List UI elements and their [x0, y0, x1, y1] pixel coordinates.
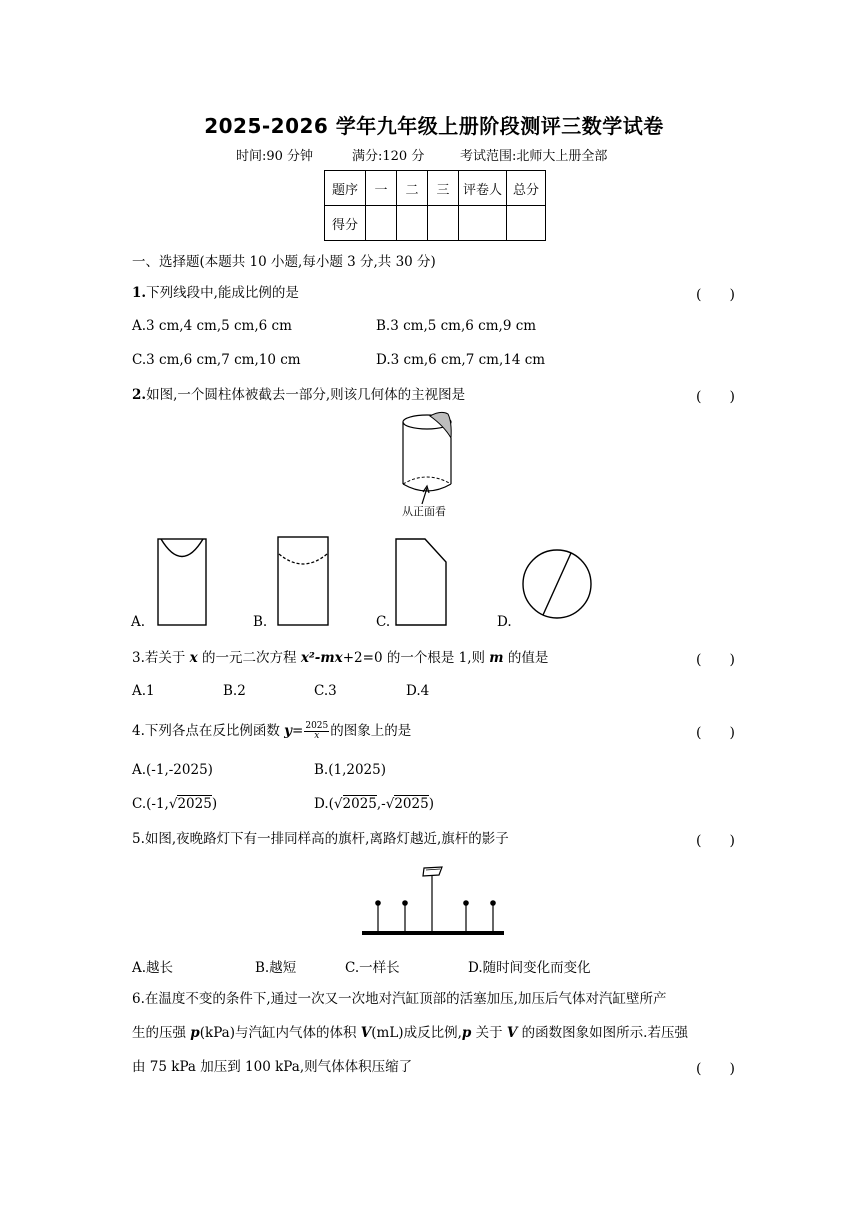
q4-option-c[interactable]	[132, 796, 217, 812]
q6-text-part: 关于	[471, 1025, 507, 1041]
question-5: 5.如图,夜晚路灯下有一排同样高的旗杆,离路灯越近,旗杆的影子	[132, 831, 509, 847]
q6-var-v: V	[360, 1025, 372, 1041]
answer-bracket: ( )	[696, 833, 735, 849]
q6-text-part: 的函数图象如图所示.若压强	[517, 1025, 688, 1041]
q1-option-b[interactable]: B.3 cm,5 cm,6 cm,9 cm	[376, 318, 537, 334]
exam-scope: 考试范围:北师大上册全部	[460, 149, 608, 164]
question-number: 2.	[132, 387, 147, 403]
sqrt-sign: √	[385, 796, 395, 812]
q2-option-b[interactable]: B.	[253, 614, 268, 630]
q1-option-c[interactable]: C.3 cm,6 cm,7 cm,10 cm	[132, 352, 301, 368]
option-text: ,-	[376, 796, 386, 812]
q4-option-b[interactable]: B.(1,2025)	[314, 762, 386, 778]
sqrt-sign: √	[168, 796, 178, 812]
radicand: 2025	[177, 796, 212, 812]
answer-bracket: ( )	[696, 1061, 735, 1077]
score-header-cell: 二	[397, 171, 428, 206]
question-6-line-1: 6.在温度不变的条件下,通过一次又一次地对汽缸顶部的活塞加压,加压后气体对汽缸壁所产	[132, 991, 667, 1007]
radicand: 2025	[342, 796, 377, 812]
q4-var-y: y	[284, 723, 293, 739]
q2-figure-d	[521, 548, 593, 620]
answer-bracket: ( )	[696, 652, 735, 668]
q3-text-part: 3.若关于	[132, 650, 190, 666]
q2-figure-c	[395, 538, 447, 626]
q3-text-part: +2=0 的一个根是 1,则	[342, 650, 490, 666]
q2-figure-a	[157, 538, 207, 626]
page-title: 2025-2026 学年九年级上册阶段测评三数学试卷	[204, 114, 664, 138]
q3-option-c[interactable]: C.3	[314, 683, 337, 699]
q6-text-part: (kPa)与汽缸内气体的体积	[199, 1025, 361, 1041]
score-header-cell: 总分	[507, 171, 546, 206]
q1-option-a[interactable]: A.3 cm,4 cm,5 cm,6 cm	[132, 318, 292, 334]
q6-var-p: p	[461, 1025, 472, 1041]
q3-option-d[interactable]: D.4	[406, 683, 430, 699]
q6-var-v: V	[506, 1025, 518, 1041]
q3-var-m: m	[489, 650, 504, 666]
q3-text-part: 的一元二次方程	[197, 650, 301, 666]
option-text: D.(	[314, 796, 334, 812]
q3-option-b[interactable]: B.2	[223, 683, 246, 699]
q4-text-part: 4.下列各点在反比例函数	[132, 723, 285, 739]
q2-figure-b	[277, 536, 329, 626]
streetlight-flagpoles-figure	[360, 862, 506, 938]
score-cell[interactable]	[428, 206, 459, 241]
q2-option-d[interactable]: D.	[497, 614, 512, 630]
question-3	[132, 649, 548, 667]
question-4	[132, 722, 411, 741]
q2-option-a[interactable]: A.	[131, 614, 146, 630]
score-cell[interactable]	[459, 206, 507, 241]
q3-var-x: x	[189, 650, 198, 666]
fraction-numerator: 2025	[305, 721, 329, 731]
question-text: 如图,一个圆柱体被截去一部分,则该几何体的主视图是	[146, 387, 466, 403]
question-number: 1.	[132, 285, 147, 301]
sqrt-sign: √	[333, 796, 343, 812]
q4-text-part: 的图象上的是	[330, 723, 412, 739]
q4-equals: =	[292, 723, 304, 739]
score-table-header-row	[325, 171, 546, 206]
q6-var-p: p	[190, 1025, 200, 1041]
q5-option-b[interactable]: B.越短	[255, 960, 297, 976]
exam-time: 时间:90 分钟	[236, 149, 314, 164]
question-2	[132, 386, 465, 404]
q4-option-a[interactable]: A.(-1,-2025)	[132, 762, 213, 778]
option-text: C.(-1,	[132, 796, 169, 812]
q6-text-part: (mL)成反比例,	[371, 1025, 462, 1041]
question-6-line-2	[132, 1024, 688, 1042]
score-header-cell: 评卷人	[459, 171, 507, 206]
q4-fraction	[304, 722, 329, 741]
option-text: )	[211, 796, 218, 812]
option-text: )	[428, 796, 434, 812]
q5-option-d[interactable]: D.随时间变化而变化	[468, 960, 591, 976]
score-header-cell: 一	[366, 171, 397, 206]
fraction-denominator: x	[314, 731, 320, 741]
score-cell[interactable]	[397, 206, 428, 241]
radicand: 2025	[394, 796, 429, 812]
question-6-line-3: 由 75 kPa 加压到 100 kPa,则气体体积压缩了	[132, 1059, 413, 1075]
cut-cylinder-figure	[396, 408, 466, 504]
score-row-label: 得分	[325, 206, 366, 241]
section-heading: 一、选择题(本题共 10 小题,每小题 3 分,共 30 分)	[132, 254, 436, 270]
answer-bracket: ( )	[696, 725, 735, 741]
score-cell[interactable]	[507, 206, 546, 241]
q3-text-part: 的值是	[503, 650, 549, 666]
score-table	[324, 170, 546, 241]
view-direction-label: 从正面看	[402, 505, 446, 518]
q3-option-a[interactable]: A.1	[132, 683, 155, 699]
q2-option-c[interactable]: C.	[376, 614, 391, 630]
score-header-cell: 题序	[325, 171, 366, 206]
q4-option-d[interactable]	[314, 796, 434, 812]
question-text: 下列线段中,能成比例的是	[146, 285, 299, 301]
score-cell[interactable]	[366, 206, 397, 241]
answer-bracket: ( )	[696, 287, 735, 303]
score-header-cell: 三	[428, 171, 459, 206]
exam-full-score: 满分:120 分	[352, 149, 425, 164]
q1-option-d[interactable]: D.3 cm,6 cm,7 cm,14 cm	[376, 352, 546, 368]
question-1	[132, 284, 299, 302]
q5-option-a[interactable]: A.越长	[132, 960, 174, 976]
answer-bracket: ( )	[696, 389, 735, 405]
score-table-score-row	[325, 206, 546, 241]
q3-equation: x²-mx	[300, 650, 343, 666]
q5-option-c[interactable]: C.一样长	[345, 960, 400, 976]
q6-text-part: 生的压强	[132, 1025, 191, 1041]
